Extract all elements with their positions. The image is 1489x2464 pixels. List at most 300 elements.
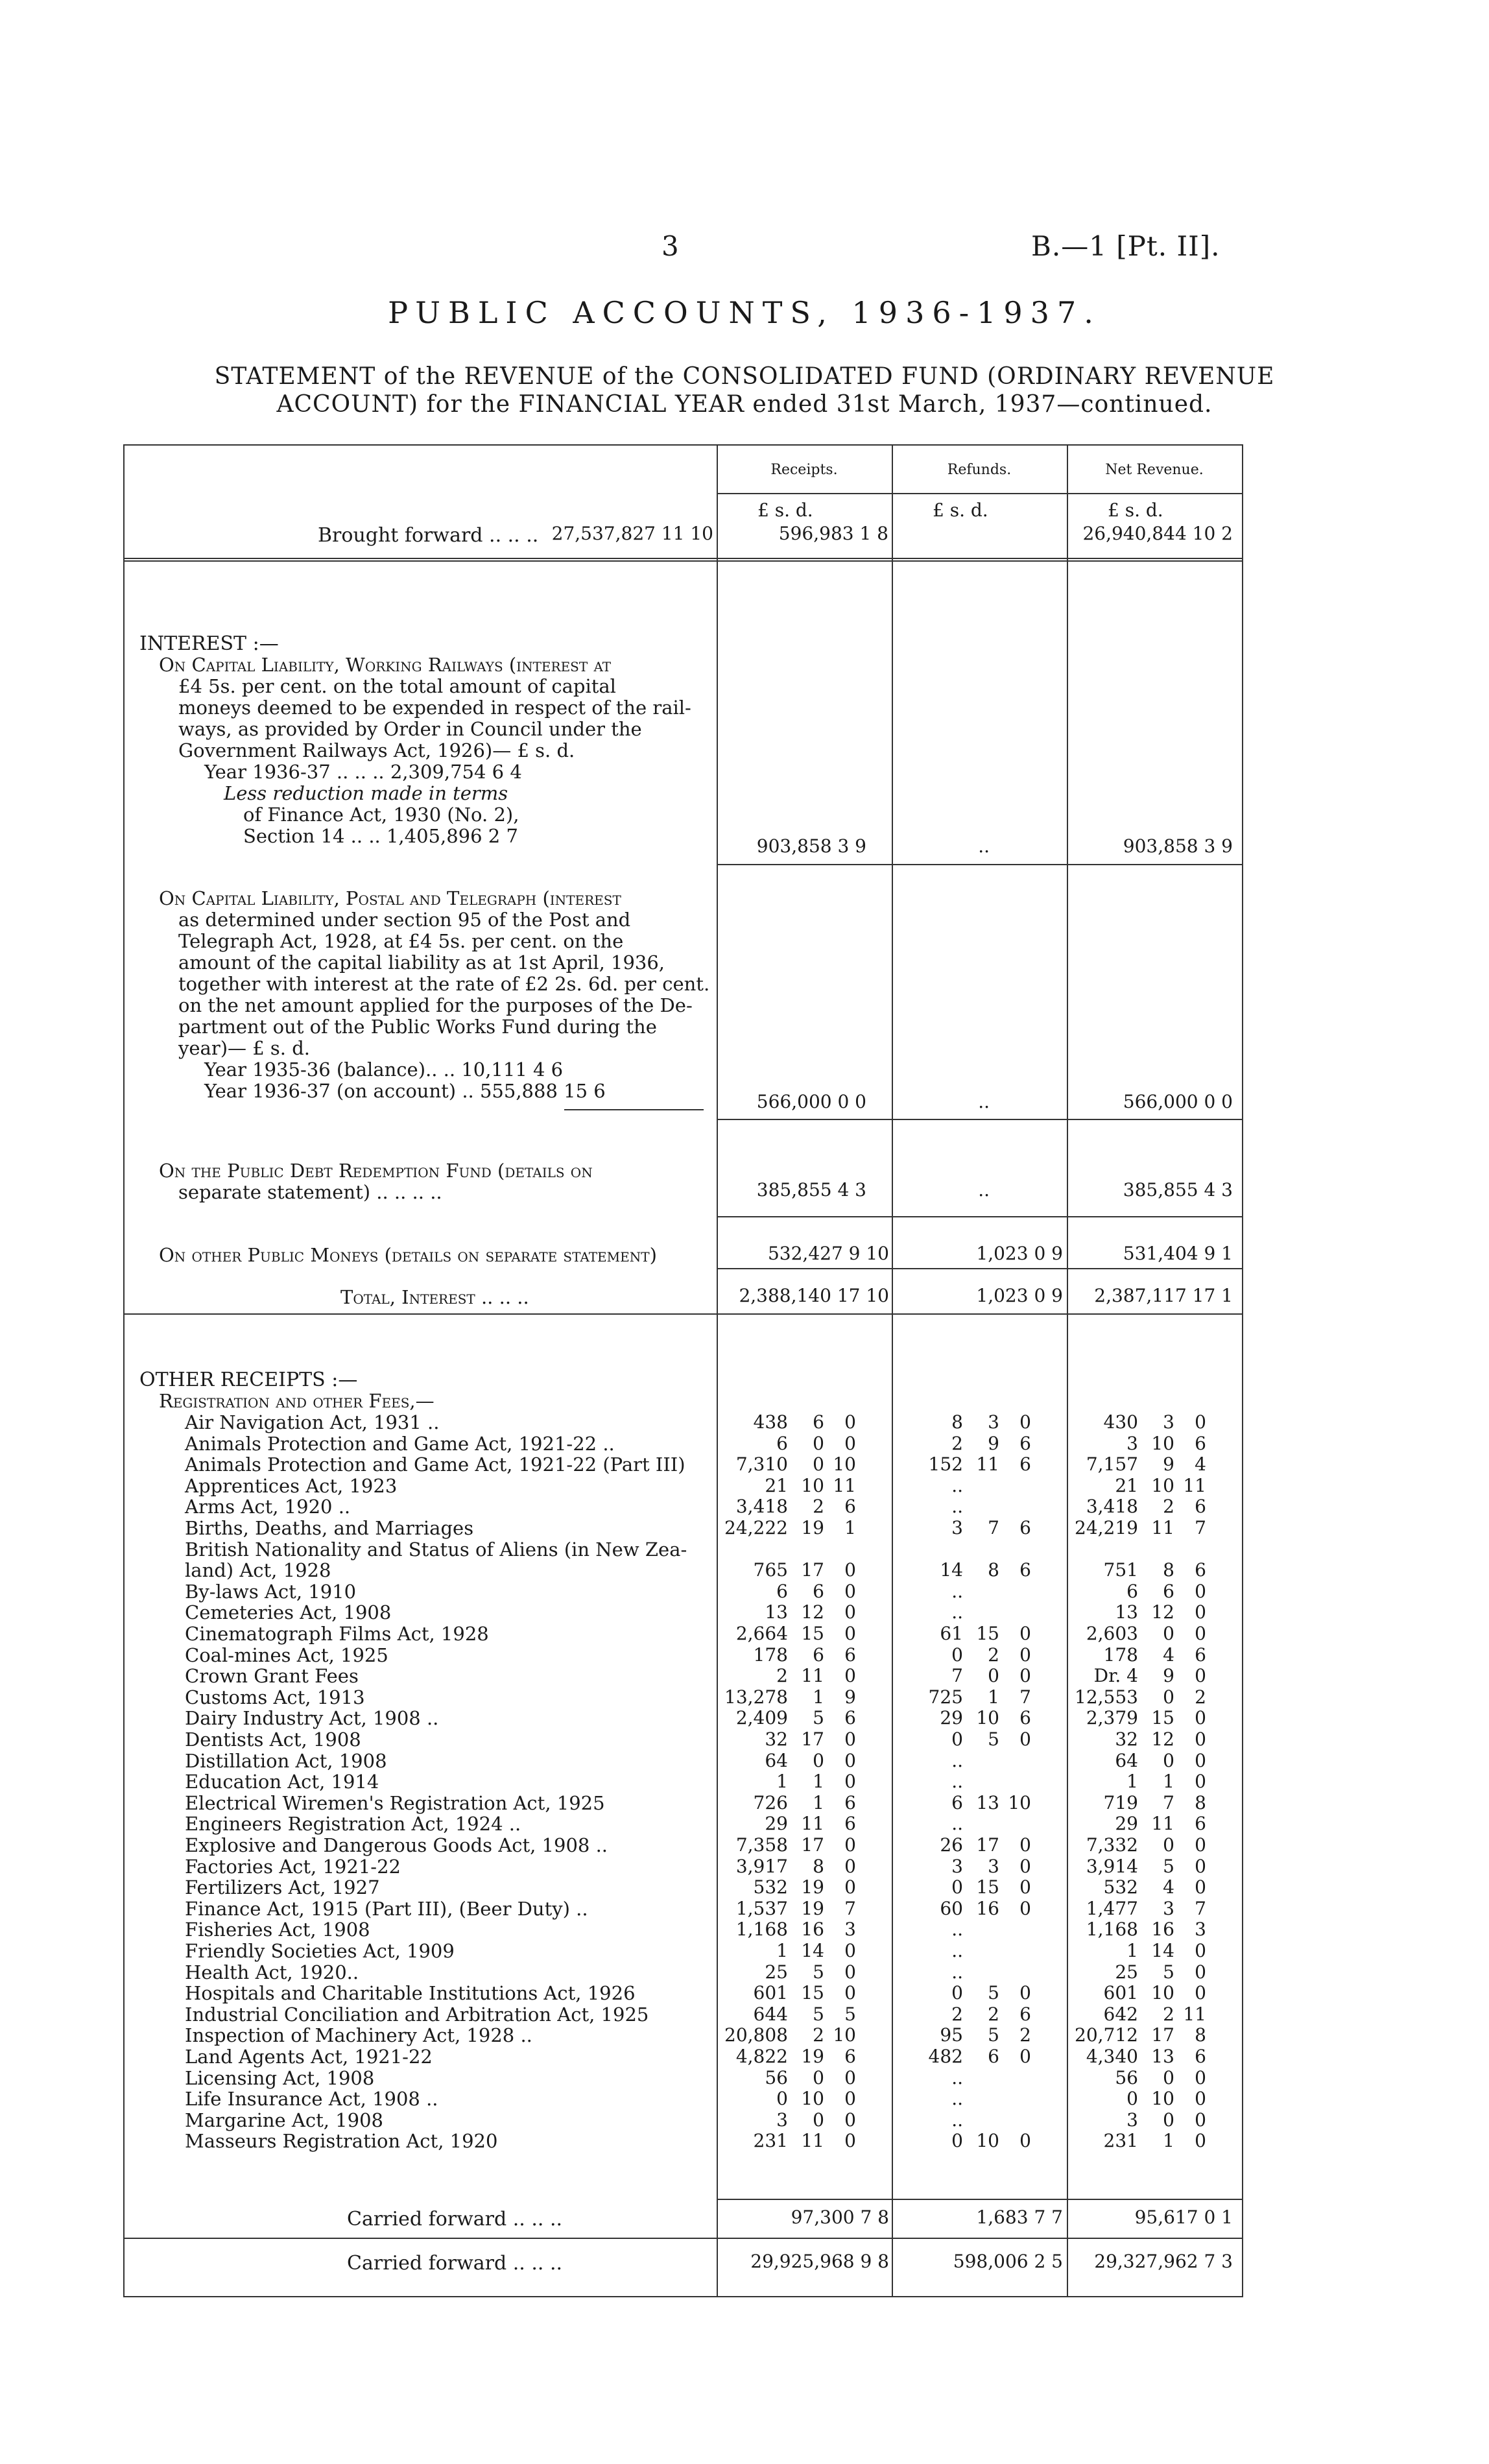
fee-row-net-pounds: 32: [1115, 1728, 1138, 1750]
fee-row-refunds-shillings: 10: [976, 1707, 999, 1728]
rule-debt: [717, 1216, 1243, 1217]
fee-row-net-pence: 0: [1195, 1856, 1206, 1877]
fee-row-receipts-shillings: 0: [813, 1453, 824, 1475]
fee-row-net-pounds: 601: [1103, 1982, 1138, 2003]
fee-row-refunds-pounds: 29: [940, 1707, 963, 1728]
fee-row-receipts-pounds: 1: [776, 1940, 788, 1961]
fee-row-receipts-pounds: 3: [776, 2109, 788, 2131]
fee-row-net-shillings: 12: [1151, 1728, 1174, 1750]
table-top-border: [123, 444, 1243, 446]
fee-row-receipts-pounds: 4,822: [735, 2046, 788, 2067]
desc-line: On Capital Liability, Working Railways (interest at: [159, 654, 612, 676]
fee-row-receipts-shillings: 16: [801, 1919, 824, 1940]
fee-row-label: Industrial Conciliation and Arbitration Act, 1925: [185, 2003, 649, 2026]
fee-row-net-shillings: 13: [1151, 2046, 1174, 2067]
fee-row-refunds-pounds: ..: [951, 1919, 963, 1940]
fee-row-refunds-pounds: 2: [951, 2003, 963, 2025]
fee-row-receipts-shillings: 15: [801, 1982, 824, 2003]
fee-row-receipts-shillings: 0: [813, 1750, 824, 1771]
fee-row-label: Licensing Act, 1908: [185, 2067, 375, 2089]
statement-subtitle-line2: ACCOUNT) for the FINANCIAL YEAR ended 31st March, 1937—continued.: [276, 391, 1213, 418]
fee-row-label: Hospitals and Charitable Institutions Act, 1926: [185, 1982, 636, 2004]
fee-row-receipts-pounds: 178: [753, 1644, 788, 1666]
fee-row-label: Dairy Industry Act, 1908 ..: [185, 1707, 439, 1729]
fee-row-net-shillings: 17: [1151, 2024, 1174, 2046]
other-public-moneys-receipts: 532,427 9 10: [767, 1243, 889, 1264]
fee-row-receipts-shillings: 1: [813, 1792, 824, 1813]
fee-row-net-pounds: 56: [1115, 2067, 1138, 2088]
fee-row-net-pence: 6: [1195, 2046, 1206, 2067]
fee-row-net-shillings: 10: [1151, 2088, 1174, 2109]
fee-row-net-pounds: 1,168: [1086, 1919, 1138, 1940]
interest-heading: INTEREST :—: [139, 632, 279, 655]
fee-row-receipts-pence: 0: [844, 1601, 856, 1623]
desc-line: £4 5s. per cent. on the total amount of capital: [178, 675, 616, 697]
fee-row-receipts-pounds: 7,310: [735, 1453, 788, 1475]
fee-row-net-shillings: 7: [1163, 1792, 1174, 1813]
fee-row-refunds-pounds: ..: [951, 1961, 963, 1983]
fee-row-receipts-pounds: 64: [765, 1750, 788, 1771]
fee-row-refunds-pounds: ..: [951, 1475, 963, 1496]
desc-line: amount of the capital liability as at 1st April, 1936,: [178, 951, 665, 974]
fee-row-label: Customs Act, 1913: [185, 1686, 365, 1708]
fee-row-receipts-pence: 0: [844, 1411, 856, 1433]
fee-row-receipts-pounds: 0: [776, 2088, 788, 2109]
table-right-border: [1242, 444, 1243, 2296]
fee-row-label: Crown Grant Fees: [185, 1665, 359, 1687]
fee-row-label: Births, Deaths, and Marriages: [185, 1517, 474, 1539]
brought-forward-label: Brought forward .. .. ..: [318, 524, 539, 547]
fee-row-refunds-shillings: 15: [976, 1876, 999, 1898]
fee-row-net-pounds: 3: [1126, 1433, 1138, 1454]
fee-row-refunds-pence: 0: [1019, 1728, 1031, 1750]
fee-row-net-shillings: 3: [1163, 1898, 1174, 1919]
fee-row-label: Apprentices Act, 1923: [185, 1475, 398, 1497]
fee-row-receipts-pence: 0: [844, 1623, 856, 1644]
fee-row-refunds-shillings: 9: [988, 1433, 999, 1454]
fee-row-net-pence: 0: [1195, 2109, 1206, 2131]
fee-row-refunds-pence: 0: [1019, 1665, 1031, 1686]
fee-row-refunds-shillings: 3: [988, 1856, 999, 1877]
fee-row-receipts-pence: 6: [844, 2046, 856, 2067]
fee-row-net-shillings: 0: [1163, 1686, 1174, 1708]
fee-row-net-pounds: 3: [1126, 2109, 1138, 2131]
fee-row-net-pence: 6: [1195, 1559, 1206, 1581]
carried-forward-refunds: 598,006 2 5: [953, 2251, 1063, 2272]
fee-row-net-pence: 0: [1195, 2088, 1206, 2109]
fee-row-receipts-pence: 0: [844, 2067, 856, 2088]
fee-row-net-shillings: 4: [1163, 1644, 1174, 1666]
fee-row-refunds-pounds: 3: [951, 1517, 963, 1538]
fee-row-net-pounds: 20,712: [1075, 2024, 1138, 2046]
fee-row-net-pounds: 1: [1126, 1771, 1138, 1792]
fee-row-receipts-pounds: 29: [765, 1813, 788, 1834]
fee-row-net-pence: 2: [1195, 1686, 1206, 1708]
fee-row-net-shillings: 2: [1163, 1496, 1174, 1517]
fee-row-label: Friendly Societies Act, 1909: [185, 1940, 455, 1962]
fee-row-label: Electrical Wiremen's Registration Act, 1925: [185, 1792, 605, 1814]
fee-row-refunds-shillings: 17: [976, 1834, 999, 1856]
desc-line: of Finance Act, 1930 (No. 2),: [243, 804, 519, 826]
fee-row-receipts-shillings: 1: [813, 1771, 824, 1792]
fee-row-receipts-shillings: 6: [813, 1644, 824, 1666]
fee-row-refunds-pence: 6: [1019, 1517, 1031, 1538]
fee-row-receipts-pounds: 1: [776, 1771, 788, 1792]
total-interest-label: Total, Interest .. .. ..: [340, 1286, 529, 1308]
fee-row-receipts-pounds: 438: [753, 1411, 788, 1433]
fee-row-receipts-pounds: 25: [765, 1961, 788, 1983]
fee-row-net-pounds: 532: [1103, 1876, 1138, 1898]
fee-row-receipts-pence: 0: [844, 1982, 856, 2003]
document-reference: B.—1 [Pt. II].: [1031, 230, 1221, 262]
fee-row-label: Animals Protection and Game Act, 1921-22 (Part III): [185, 1453, 685, 1476]
fee-row-net-shillings: 1: [1163, 2130, 1174, 2151]
fee-row-net-shillings: 0: [1163, 1834, 1174, 1856]
fee-row-refunds-pence: 7: [1019, 1686, 1031, 1708]
fee-row-refunds-shillings: 5: [988, 1982, 999, 2003]
brought-forward-net: 26,940,844 10 2: [1082, 523, 1233, 544]
total-interest-net: 2,387,117 17 1: [1094, 1285, 1233, 1306]
fee-row-refunds-pounds: ..: [951, 2109, 963, 2131]
fee-row-receipts-shillings: 8: [813, 1856, 824, 1877]
fee-row-net-shillings: 4: [1163, 1876, 1174, 1898]
column-header-refunds: Refunds.: [947, 462, 1012, 478]
fee-row-net-pence: 0: [1195, 1728, 1206, 1750]
fee-row-label: Dentists Act, 1908: [185, 1728, 361, 1751]
fee-row-receipts-pence: 11: [833, 1475, 856, 1496]
fee-row-net-pounds: 29: [1115, 1813, 1138, 1834]
carried-forward-label: Carried forward .. .. ..: [347, 2252, 563, 2275]
fee-row-refunds-pence: 0: [1019, 1834, 1031, 1856]
fee-row-net-shillings: 14: [1151, 1940, 1174, 1961]
fee-row-receipts-pounds: 7,358: [735, 1834, 788, 1856]
fee-row-refunds-shillings: 3: [988, 1411, 999, 1433]
fee-row-refunds-shillings: 7: [988, 1517, 999, 1538]
desc-line: Year 1935-36 (balance).. .. 10,111 4 6: [204, 1059, 564, 1081]
fee-row-refunds-pounds: 0: [951, 1876, 963, 1898]
fee-row-refunds-pounds: ..: [951, 1771, 963, 1792]
fee-row-net-pounds: 7,157: [1086, 1453, 1138, 1475]
fee-row-receipts-shillings: 0: [813, 2067, 824, 2088]
fee-row-receipts-pence: 0: [844, 1834, 856, 1856]
fee-row-receipts-shillings: 11: [801, 1665, 824, 1686]
fee-row-label: Inspection of Machinery Act, 1928 ..: [185, 2024, 532, 2046]
fee-row-receipts-shillings: 12: [801, 1601, 824, 1623]
carried-forward-net: 29,327,962 7 3: [1094, 2251, 1233, 2272]
postal-receipts: 566,000 0 0: [756, 1091, 866, 1112]
fee-row-net-shillings: 5: [1163, 1856, 1174, 1877]
rule-railways: [717, 864, 1243, 865]
desc-line: Less reduction made in terms: [224, 782, 508, 804]
fee-row-refunds-pounds: ..: [951, 1750, 963, 1771]
fee-row-receipts-pence: 0: [844, 1665, 856, 1686]
page-number: 3: [661, 230, 679, 262]
fee-row-refunds-shillings: 2: [988, 2003, 999, 2025]
fee-row-net-pence: 6: [1195, 1496, 1206, 1517]
column-header-net-revenue: Net Revenue.: [1105, 462, 1204, 478]
desc-line: moneys deemed to be expended in respect of the rail-: [178, 697, 691, 719]
fee-row-receipts-pounds: 32: [765, 1728, 788, 1750]
fee-row-refunds-pence: 0: [1019, 1856, 1031, 1877]
subtotal-carried-forward-label: Carried forward .. .. ..: [347, 2208, 563, 2231]
fee-row-refunds-pounds: 61: [940, 1623, 963, 1644]
fee-row-net-pence: 0: [1195, 1581, 1206, 1602]
fee-row-receipts-shillings: 19: [801, 1876, 824, 1898]
fee-row-net-pence: 0: [1195, 1876, 1206, 1898]
fee-row-net-shillings: 15: [1151, 1707, 1174, 1728]
fee-row-receipts-shillings: 6: [813, 1411, 824, 1433]
fee-row-net-pence: 6: [1195, 1644, 1206, 1666]
fee-row-net-pence: 0: [1195, 2130, 1206, 2151]
fee-row-net-pounds: 64: [1115, 1750, 1138, 1771]
fee-row-receipts-pounds: 726: [753, 1792, 788, 1813]
fee-row-net-pence: 0: [1195, 1411, 1206, 1433]
fee-row-label: Life Insurance Act, 1908 ..: [185, 2088, 438, 2110]
fee-row-net-pounds: 2,379: [1086, 1707, 1138, 1728]
fee-row-receipts-shillings: 5: [813, 1707, 824, 1728]
fee-row-receipts-shillings: 10: [801, 2088, 824, 2109]
fee-row-receipts-pence: 1: [844, 1517, 856, 1538]
fee-row-net-pounds: 231: [1103, 2130, 1138, 2151]
fee-row-refunds-shillings: 0: [988, 1665, 999, 1686]
fee-row-refunds-shillings: 6: [988, 2046, 999, 2067]
fee-row-label: Coal-mines Act, 1925: [185, 1644, 388, 1666]
fee-row-receipts-pence: 0: [844, 2109, 856, 2131]
fee-row-net-shillings: 10: [1151, 1475, 1174, 1496]
fee-row-net-shillings: 10: [1151, 1433, 1174, 1454]
fee-row-net-pence: 8: [1195, 2024, 1206, 2046]
fee-row-net-pounds: 751: [1103, 1559, 1138, 1581]
fee-row-receipts-pounds: 601: [753, 1982, 788, 2003]
fee-row-net-shillings: 0: [1163, 2067, 1174, 2088]
fee-row-refunds-pounds: ..: [951, 2088, 963, 2109]
fee-row-label: Land Agents Act, 1921-22: [185, 2046, 433, 2068]
fee-row-net-pounds: 2,603: [1086, 1623, 1138, 1644]
fee-row-receipts-pounds: 6: [776, 1433, 788, 1454]
fee-row-receipts-pence: 3: [844, 1919, 856, 1940]
fee-row-receipts-pounds: 20,808: [724, 2024, 788, 2046]
fee-row-label: Animals Protection and Game Act, 1921-22 ..: [185, 1433, 615, 1455]
desc-line: as determined under section 95 of the Post and: [178, 909, 631, 931]
fee-row-net-pence: 7: [1195, 1517, 1206, 1538]
fee-row-net-pounds: 642: [1103, 2003, 1138, 2025]
fee-row-refunds-pounds: ..: [951, 1940, 963, 1961]
fee-row-refunds-shillings: 2: [988, 1644, 999, 1666]
fee-row-receipts-shillings: 2: [813, 2024, 824, 2046]
fee-row-net-pounds: 25: [1115, 1961, 1138, 1983]
fee-row-refunds-pence: 0: [1019, 1876, 1031, 1898]
fee-row-label: Factories Act, 1921-22: [185, 1856, 401, 1878]
fee-row-net-pounds: 13: [1115, 1601, 1138, 1623]
fee-row-net-pence: 4: [1195, 1453, 1206, 1475]
fee-row-net-pounds: 1,477: [1086, 1898, 1138, 1919]
fee-row-net-pounds: 430: [1103, 1411, 1138, 1433]
currency-header-net: £ s. d.: [1108, 499, 1163, 521]
fee-row-net-shillings: 2: [1163, 2003, 1174, 2025]
fee-row-net-pence: 7: [1195, 1898, 1206, 1919]
fee-row-refunds-pounds: 3: [951, 1856, 963, 1877]
fee-row-net-pounds: 24,219: [1075, 1517, 1138, 1538]
fee-row-receipts-pence: 7: [844, 1898, 856, 1919]
rule-carried-top: [123, 2238, 1243, 2239]
fee-row-label: Finance Act, 1915 (Part III), (Beer Duty) ..: [185, 1898, 588, 1920]
fee-row-refunds-pence: 6: [1019, 2003, 1031, 2025]
fee-row-label: By-laws Act, 1910: [185, 1581, 357, 1603]
fee-row-net-pence: 3: [1195, 1919, 1206, 1940]
fee-row-net-pence: 0: [1195, 1771, 1206, 1792]
fee-row-label: Cemeteries Act, 1908: [185, 1601, 392, 1623]
fee-row-receipts-shillings: 0: [813, 2109, 824, 2131]
fee-row-receipts-pence: 0: [844, 1581, 856, 1602]
fee-row-refunds-shillings: 5: [988, 2024, 999, 2046]
fee-row-label: Fisheries Act, 1908: [185, 1919, 370, 1941]
fee-row-net-shillings: 12: [1151, 1601, 1174, 1623]
fee-row-net-pence: 11: [1183, 2003, 1206, 2025]
fee-row-refunds-pounds: ..: [951, 1601, 963, 1623]
fee-row-receipts-shillings: 15: [801, 1623, 824, 1644]
fee-row-net-shillings: 11: [1151, 1517, 1174, 1538]
fee-row-receipts-pence: 0: [844, 1961, 856, 1983]
fee-row-net-shillings: 9: [1163, 1665, 1174, 1686]
fee-row-net-pounds: 4,340: [1086, 2046, 1138, 2067]
fee-row-receipts-shillings: 11: [801, 1813, 824, 1834]
fee-row-refunds-pounds: 6: [951, 1792, 963, 1813]
fee-row-receipts-pence: 9: [844, 1686, 856, 1708]
fee-row-receipts-pounds: 2,664: [735, 1623, 788, 1644]
fee-row-refunds-pounds: 0: [951, 1644, 963, 1666]
desc-line: partment out of the Public Works Fund during the: [178, 1016, 657, 1038]
fee-row-receipts-pounds: 2: [776, 1665, 788, 1686]
brought-forward-rule-2: [123, 560, 1243, 562]
fee-row-receipts-shillings: 17: [801, 1834, 824, 1856]
fee-row-receipts-pounds: 6: [776, 1581, 788, 1602]
registration-fees-subheading: Registration and other Fees,—: [159, 1390, 435, 1412]
fee-row-receipts-pounds: 24,222: [724, 1517, 788, 1538]
fee-row-net-pence: 0: [1195, 1750, 1206, 1771]
fee-row-refunds-shillings: 15: [976, 1623, 999, 1644]
fee-row-net-pounds: Dr. 4: [1093, 1665, 1138, 1686]
fee-row-receipts-pence: 0: [844, 1559, 856, 1581]
fee-row-label: Fertilizers Act, 1927: [185, 1876, 380, 1898]
fee-row-receipts-shillings: 10: [801, 1475, 824, 1496]
desc-line: Telegraph Act, 1928, at £4 5s. per cent. on the: [178, 930, 624, 952]
fee-row-refunds-shillings: 11: [976, 1453, 999, 1475]
fee-row-refunds-pence: 0: [1019, 2046, 1031, 2067]
brought-forward-receipts: 27,537,827 11 10: [551, 523, 713, 544]
desc-line: On Capital Liability, Postal and Telegraph (interest: [159, 887, 621, 909]
subtotal-net: 95,617 0 1: [1134, 2207, 1233, 2228]
fee-row-refunds-pence: 0: [1019, 1898, 1031, 1919]
fee-row-net-pence: 0: [1195, 1961, 1206, 1983]
fee-row-refunds-pence: 6: [1019, 1433, 1031, 1454]
postal-refunds: ..: [978, 1091, 990, 1112]
fee-row-receipts-pence: 10: [833, 2024, 856, 2046]
fee-row-receipts-pence: 0: [844, 1940, 856, 1961]
fee-row-net-shillings: 1: [1163, 1771, 1174, 1792]
fee-row-label: Arms Act, 1920 ..: [185, 1496, 351, 1518]
fee-row-net-shillings: 0: [1163, 1623, 1174, 1644]
fee-row-receipts-pounds: 532: [753, 1876, 788, 1898]
fee-row-label: Margarine Act, 1908: [185, 2109, 383, 2131]
fee-row-net-pounds: 3,914: [1086, 1856, 1138, 1877]
fee-row-receipts-shillings: 17: [801, 1728, 824, 1750]
fee-row-net-pence: 0: [1195, 1623, 1206, 1644]
fee-row-net-pence: 0: [1195, 2067, 1206, 2088]
fee-row-net-pounds: 1: [1126, 1940, 1138, 1961]
fee-row-receipts-shillings: 19: [801, 1517, 824, 1538]
fee-row-receipts-pence: 0: [844, 1876, 856, 1898]
debt-redemption-line2: separate statement) .. .. .. ..: [178, 1181, 442, 1203]
currency-header-receipts: £ s. d.: [757, 499, 813, 521]
fee-row-net-shillings: 8: [1163, 1559, 1174, 1581]
postal-net: 566,000 0 0: [1123, 1091, 1233, 1112]
fee-row-label: Distillation Act, 1908: [185, 1750, 387, 1772]
rule-postal: [717, 1119, 1243, 1120]
railways-refunds: ..: [978, 835, 990, 857]
fee-row-refunds-pence: 0: [1019, 1411, 1031, 1433]
fee-row-net-pounds: 7,332: [1086, 1834, 1138, 1856]
fee-row-receipts-pounds: 1,537: [735, 1898, 788, 1919]
carried-forward-receipts: 29,925,968 9 8: [750, 2251, 889, 2272]
table-bottom-border: [123, 2296, 1243, 2297]
fee-row-refunds-pounds: 0: [951, 1728, 963, 1750]
fee-row-label: Explosive and Dangerous Goods Act, 1908 ..: [185, 1834, 608, 1856]
fee-row-net-pounds: 6: [1126, 1581, 1138, 1602]
subtotal-receipts: 97,300 7 8: [791, 2207, 889, 2228]
fee-row-receipts-pence: 0: [844, 2130, 856, 2151]
desc-line: Government Railways Act, 1926)— £ s. d.: [178, 739, 575, 761]
other-public-moneys-net: 531,404 9 1: [1123, 1243, 1233, 1264]
fee-row-receipts-pounds: 3,418: [735, 1496, 788, 1517]
fee-row-label: Engineers Registration Act, 1924 ..: [185, 1813, 521, 1835]
statement-subtitle-line1: STATEMENT of the REVENUE of the CONSOLIDATED FUND (ORDINARY REVENUE: [214, 363, 1275, 390]
debt-redemption-net: 385,855 4 3: [1123, 1179, 1233, 1201]
fee-row-receipts-pence: 6: [844, 1496, 856, 1517]
desc-line: Year 1936-37 (on account) .. 555,888 15 6: [204, 1080, 606, 1102]
fee-row-receipts-pence: 0: [844, 1433, 856, 1454]
fee-row-receipts-pounds: 765: [753, 1559, 788, 1581]
fee-row-receipts-pence: 0: [844, 1771, 856, 1792]
fee-row-net-shillings: 0: [1163, 2109, 1174, 2131]
fee-row-net-pounds: 0: [1126, 2088, 1138, 2109]
fee-row-label: Health Act, 1920..: [185, 1961, 359, 1983]
other-public-moneys-label: On other Public Moneys (details on separate statement): [159, 1244, 657, 1266]
fee-row-net-pence: 11: [1183, 1475, 1206, 1496]
fee-row-receipts-pence: 6: [844, 1813, 856, 1834]
fee-row-refunds-shillings: 1: [988, 1686, 999, 1708]
fee-row-net-pence: 0: [1195, 1665, 1206, 1686]
fee-row-refunds-pence: 2: [1019, 2024, 1031, 2046]
desc-line: Year 1936-37 .. .. .. 2,309,754 6 4: [204, 761, 522, 783]
fee-row-receipts-shillings: 17: [801, 1559, 824, 1581]
fee-row-refunds-pence: 6: [1019, 1559, 1031, 1581]
fee-row-refunds-pounds: 0: [951, 1982, 963, 2003]
fee-row-refunds-pence: 0: [1019, 1623, 1031, 1644]
fee-row-refunds-shillings: 10: [976, 2130, 999, 2151]
fee-row-receipts-pence: 5: [844, 2003, 856, 2025]
fee-row-net-shillings: 3: [1163, 1411, 1174, 1433]
railways-receipts: 903,858 3 9: [756, 835, 866, 857]
fee-row-receipts-shillings: 11: [801, 2130, 824, 2151]
fee-row-receipts-pence: 0: [844, 1856, 856, 1877]
rule-subtotal: [717, 2199, 1243, 2200]
fee-row-receipts-pence: 0: [844, 1750, 856, 1771]
fee-row-net-pence: 6: [1195, 1433, 1206, 1454]
fee-row-refunds-pounds: 26: [940, 1834, 963, 1856]
fee-row-refunds-pounds: 8: [951, 1411, 963, 1433]
fee-row-net-pounds: 3,418: [1086, 1496, 1138, 1517]
fee-row-refunds-pounds: ..: [951, 1813, 963, 1834]
